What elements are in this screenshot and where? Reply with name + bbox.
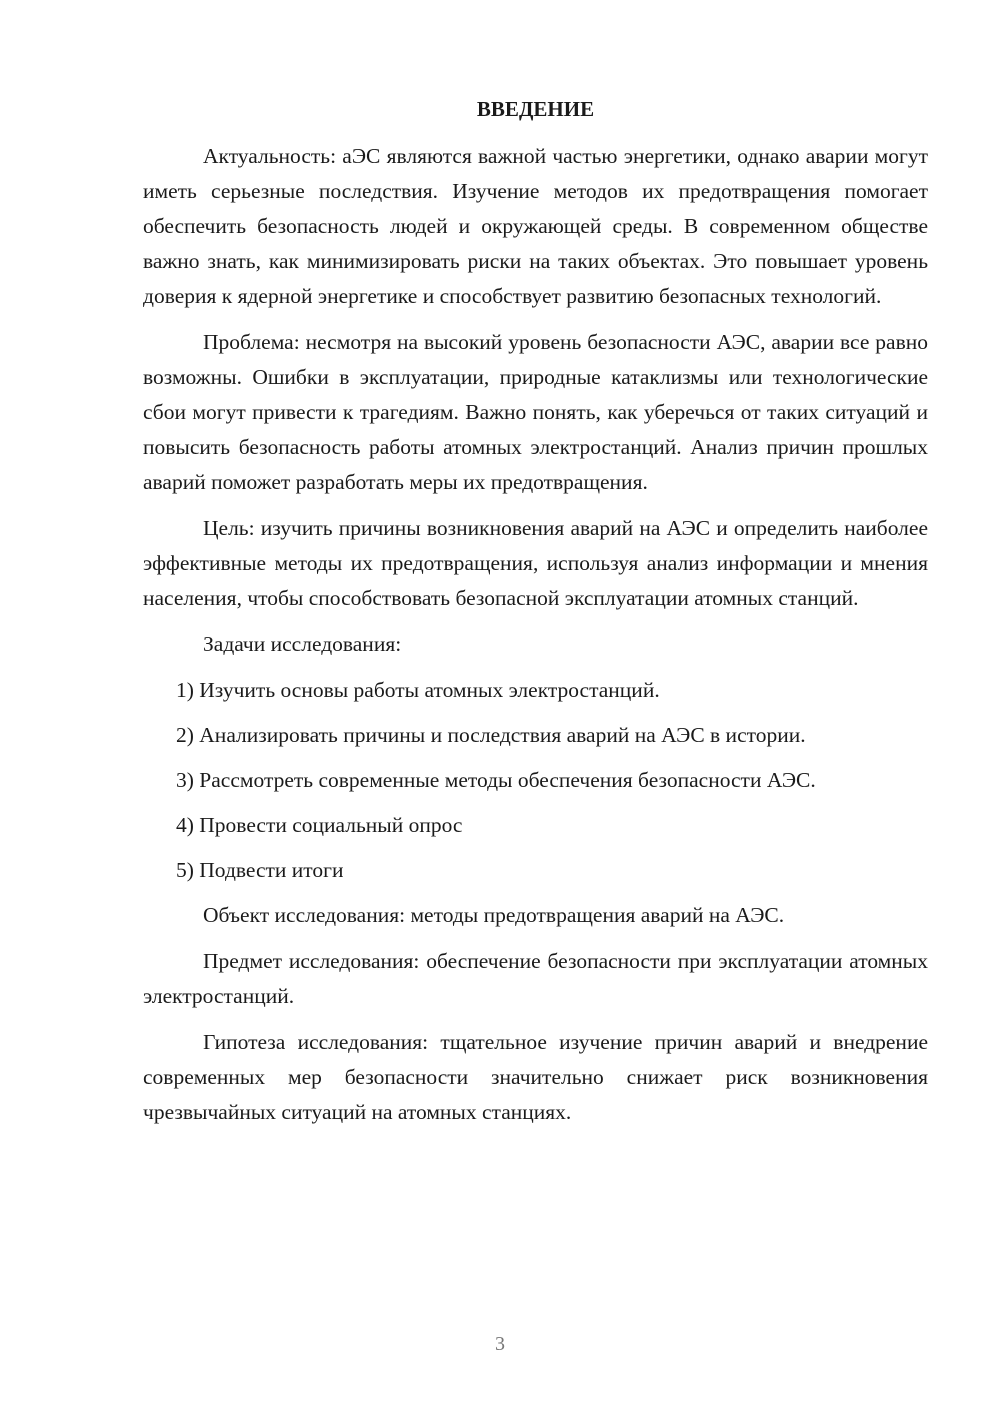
problem-paragraph: Проблема: несмотря на высокий уровень безопасности АЭС, аварии все равно возможны. Ошибки в эксплуатации, природные катаклизмы или технологические сбои могут привести к трагедиям. Важно понять, как уберечься от таких ситуаций и повысить безопасность работы атомных электростанций. Анализ причин прошлых аварий поможет разработать меры их предотвращения. — [143, 330, 928, 494]
goal-paragraph: Цель: изучить причины возникновения аварий на АЭС и определить наиболее эффективные методы их предотвращения, используя анализ информации и мнения населения, чтобы способствовать безопасной эксплуатации атомных станций. — [143, 516, 928, 610]
page-number: 3 — [495, 1333, 505, 1355]
task-item: 2) Анализировать причины и последствия аварий на АЭС в истории. — [176, 723, 806, 747]
document-page — [143, 92, 928, 1141]
relevance-paragraph: Актуальность: аЭС являются важной частью энергетики, однако аварии могут иметь серьезные последствия. Изучение методов их предотвращения помогает обеспечить безопасность людей и окружающей среды. В современном обществе важно знать, как минимизировать риски на таких объектах. Это повышает уровень доверия к ядерной энергетике и способствует развитию безопасных технологий. — [143, 144, 928, 308]
hypothesis-paragraph: Гипотеза исследования: тщательное изучение причин аварий и внедрение современных мер безопасности значительно снижает риск возникновения чрезвычайных ситуаций на атомных станциях. — [143, 1030, 928, 1124]
tasks-heading: Задачи исследования: — [203, 632, 402, 656]
subject-paragraph: Предмет исследования: обеспечение безопасности при эксплуатации атомных электростанций. — [143, 949, 928, 1008]
task-item: 4) Провести социальный опрос — [176, 813, 463, 837]
task-item: 3) Рассмотреть современные методы обеспечения безопасности АЭС. — [176, 768, 816, 792]
task-item: 1) Изучить основы работы атомных электростанций. — [176, 678, 660, 702]
object-paragraph: Объект исследования: методы предотвращения аварий на АЭС. — [203, 903, 785, 927]
section-title: ВВЕДЕНИЕ — [476, 97, 595, 121]
tasks-list — [143, 673, 928, 888]
task-item: 5) Подвести итоги — [176, 858, 344, 882]
